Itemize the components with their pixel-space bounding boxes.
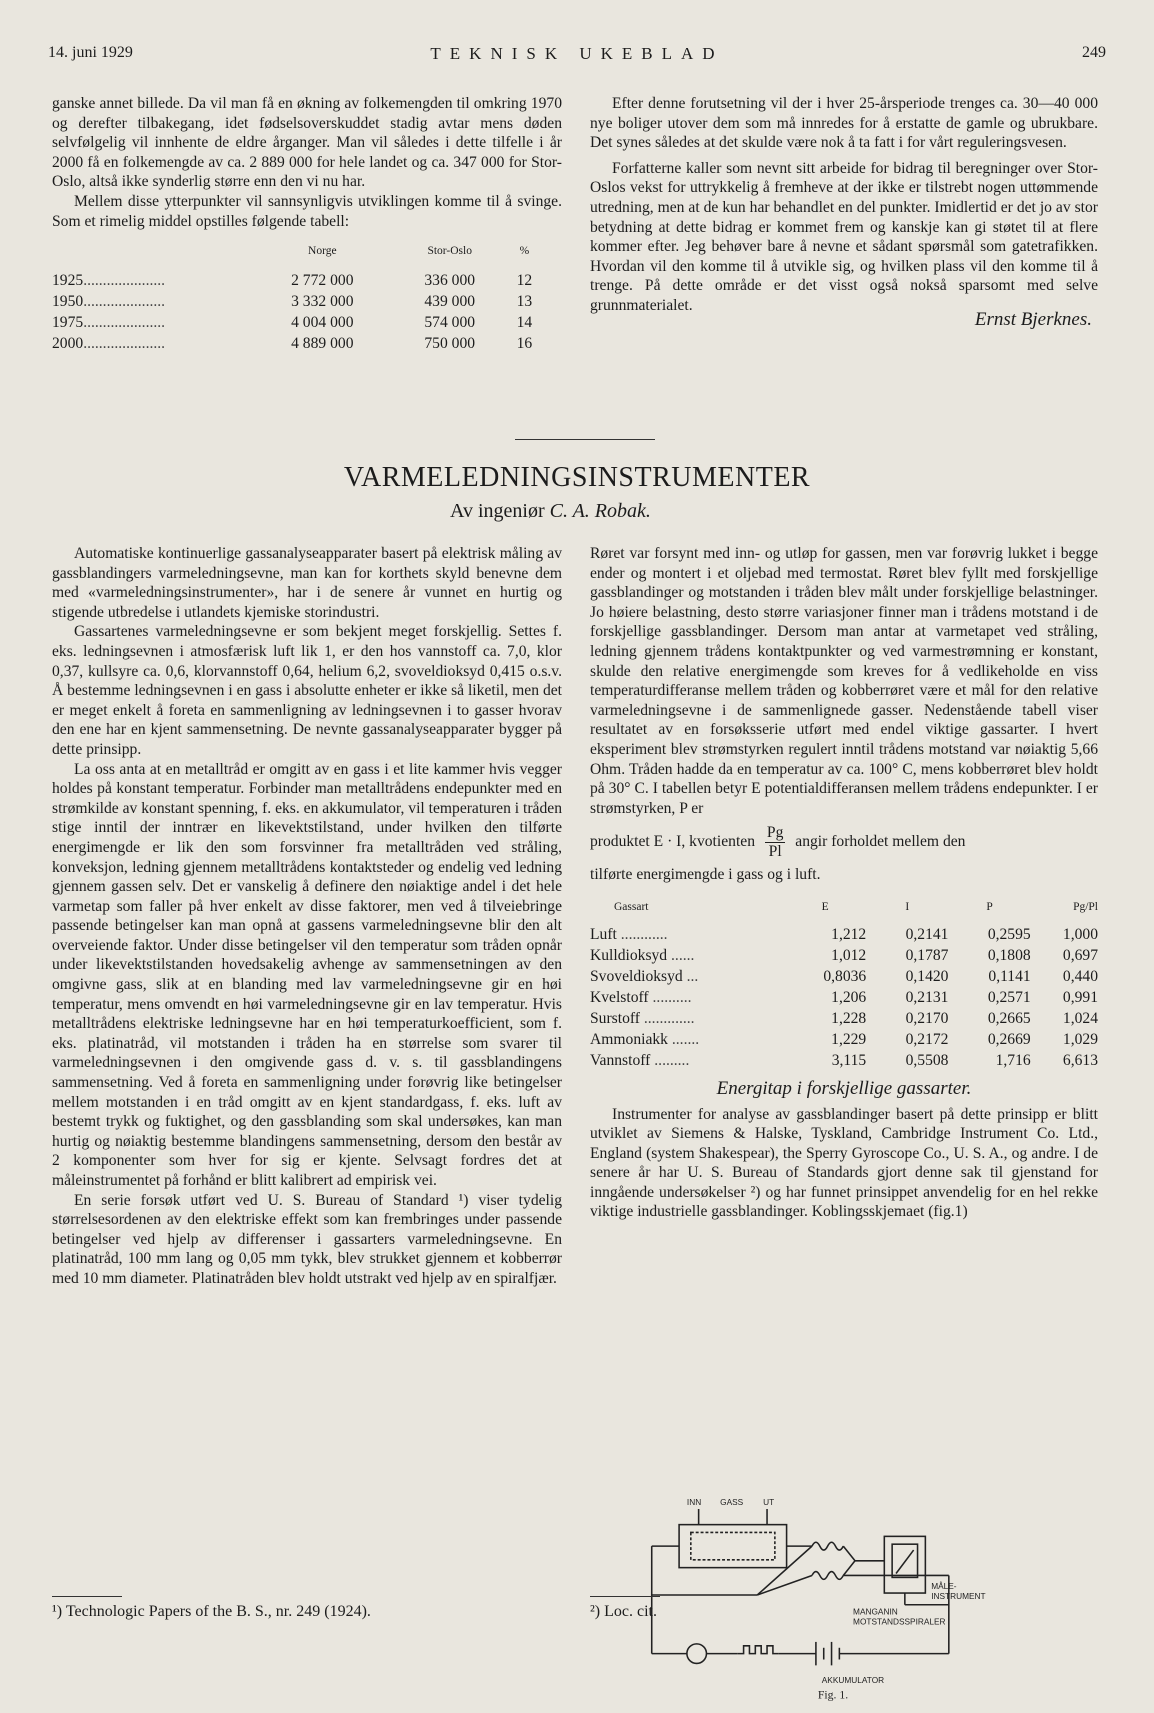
table-caption: Energitap i forskjellige gassarter. bbox=[716, 1077, 972, 1099]
section-divider bbox=[515, 439, 655, 440]
ratio-cell: 1,024 bbox=[1062, 1009, 1098, 1027]
column-header: I bbox=[905, 900, 910, 913]
article-title: VARMELEDNINGSINSTRUMENTER bbox=[343, 462, 811, 493]
p-cell: 1,716 bbox=[995, 1051, 1031, 1069]
paragraph: Mellem disse ytterpunkter vil sannsynligvis utviklingen komme til å svinge. Som et rimelig middel opstilles følgende tabell: bbox=[52, 192, 562, 230]
i-cell: 0,1420 bbox=[905, 967, 949, 985]
oslo-cell: 574 000 bbox=[424, 314, 476, 332]
e-cell: 0,8036 bbox=[823, 967, 867, 985]
running-header bbox=[48, 44, 1106, 68]
p-cell: 0,1141 bbox=[988, 967, 1031, 985]
column-header: Norge bbox=[308, 245, 337, 258]
year-cell: 1950 bbox=[52, 293, 84, 311]
footnote-rule bbox=[590, 1596, 660, 1597]
fraction bbox=[765, 824, 785, 861]
footnote-right: ²) Loc. cit. bbox=[590, 1603, 657, 1620]
ratio-cell: 1,029 bbox=[1062, 1030, 1098, 1048]
e-cell: 1,012 bbox=[831, 946, 867, 964]
i-cell: 0,5508 bbox=[905, 1051, 949, 1069]
pct-cell: 14 bbox=[516, 314, 533, 332]
fraction-denominator: Pl bbox=[768, 843, 782, 861]
oslo-cell: 336 000 bbox=[424, 272, 476, 290]
gas-name: Luft bbox=[590, 925, 617, 943]
gas-name: Kulldioksyd bbox=[590, 946, 668, 964]
paragraph: Gassartenes varmeledningsevne er som bekjent meget forskjellig. Settes f. eks. ledningsevnen i atmosfærisk luft lik 1, er den hos vannstoff ca. 7,0, klor 0,37, kullsyre ca. 0,6, klorvannstoff 0,64, helium 6,2, svoveldioksyd 0,415 o.s.v. Å bestemme ledningsevnen i en gass i absolutte enheter er ikke så liketil, men det er meget enkelt å foreta en sammenligning av ledningsevnen i to gasser hvorav den ene har en kjent sammensetning. De nevnte gassanalyseapparater bygger på dette prinsipp. bbox=[52, 623, 562, 758]
journal-title: TEKNISK UKEBLAD bbox=[430, 44, 724, 63]
paragraph: Røret var forsynt med inn- og utløp for gassen, men var forøvrig lukket i begge ender og montert i et oljebad med termostat. Røret blev fyllt med forskjellige gassblandinger og motstanden i tråden blev målt under forskjellige belastninger. Jo høiere belastning, desto større variasjoner finner man i trådens motstand i de forskjellige gassblandinger. Dersom man antar at varmetapet ved stråling, ledning gjennem trådens kontaktpunkter og ved varmestrømning er konstant, skulde den relative energimengde som kreves for å vedlikeholde en viss temperaturdifferanse mellem tråden og kobberrøret være et mål for den relative varmeledningsevne i de sammenlignede gasser. Nedenstående tabell viser resultatet av en forsøksserie utført med endel viktige gassarter. I hvert eksperiment blev strømstyrken regulert inntil trådens motstand var nøiaktig 5,66 Ohm. Tråden hadde da en temperatur av ca. 100° C, mens kobberrøret blev holdt på 30° C. I tabellen betyr E potentialdifferansen mellem trådens endepunkter. I er strømstyrken, P er bbox=[590, 545, 1098, 817]
label-instrument-2: INSTRUMENT bbox=[931, 1590, 986, 1601]
column-header: Gassart bbox=[614, 900, 649, 913]
formula-text: produktet E · I, kvotienten bbox=[590, 833, 755, 851]
formula-line bbox=[590, 824, 1098, 861]
oslo-cell: 439 000 bbox=[424, 293, 476, 311]
table-row: Kvelstoff .......... 1,206 0,2131 0,2571 0,991 bbox=[590, 988, 1098, 1006]
paragraph: Automatiske kontinuerlige gassanalyseapparater basert på elektrisk måling av gassblandingers varmeledningsevne, man kan for korthets skyld benevne dem med «varmeledningsinstrumenter», har i de senere år vunnet en hurtig og stigende utbredelse i utlandets kjemiske storindustri. bbox=[52, 545, 562, 621]
ratio-cell: 0,991 bbox=[1062, 988, 1098, 1006]
norge-cell: 2 772 000 bbox=[291, 272, 354, 290]
formula-text: angir forholdet mellem den bbox=[795, 833, 966, 851]
paragraph: tilførte energimengde i gass og i luft. bbox=[590, 866, 821, 884]
population-table bbox=[52, 241, 542, 354]
label-gass: GASS bbox=[720, 1497, 744, 1508]
footnote-left: ¹) Technologic Papers of the B. S., nr. 249 (1924). bbox=[52, 1603, 371, 1620]
paragraph: La oss anta at en metalltråd er omgitt av en gass i et lite kammer hvis vegger holdes på konstant temperatur. Forbinder man metalltrådens endepunkter med en strømkilde av konstant spenning, f. eks. en akkumulator, vil temperaturen i tråden stige inntil der inntrær en likevektstilstand, under hvilken den tilførte energimengde er lik den som forsvinner fra metalltråden ved stråling, konveksjon, ledning gjennem metalltrådens kontaktsteder og endelig ved ledning gjennem gassen selv. Det er vanskelig å definere den nøiaktige andel i det hele varmetap som faller på hver enkelt av disse faktorer, men ved å tilveiebringe passende betingelser kan man opnå at gassens varmeledningsevne blir den alt overveiende faktor. Under disse betingelser vil den temperatur som tråden opnår under likevektstilstanden hovedsakelig avhenge av sammensetningen av den omgivne gass, slik at en blanding med lav varmeledningsevne gir en høi temperatur, mens omvendt en høi varmeledningsevne gir en lav temperatur. Hvis metalltrådens elektriske ledningsevne har en høi temperaturkoefficient, som f. eks. platinatråd, vil motstanden i tråden ha en størrelse som svarer til varmeledningsevnen i den omgivende gass d. v. s. til gassblandingens sammensetning. Ved å foreta en sammenligning under forøvrig like betingelser mellem motstanden i en tråd omgitt av en kjent standardgass, f. eks. luft av bestemt trykk og fuktighet, og den gassblanding som skal undersøkes, kan man hurtig og nøiaktig bestemme blandingens sammensetning, dersom den består av 2 komponenter som hver for sig er kjente. Selvsagt fordres det at måleinstrumentet på forhånd er blitt kalibrert ad empirisk vei. bbox=[52, 760, 562, 1189]
e-cell: 1,228 bbox=[831, 1009, 867, 1027]
pct-cell: 12 bbox=[516, 272, 533, 290]
norge-cell: 4 004 000 bbox=[291, 314, 354, 332]
gas-name: Vannstoff bbox=[590, 1051, 651, 1069]
p-cell: 0,2669 bbox=[987, 1030, 1031, 1048]
footnote-rule bbox=[52, 1596, 122, 1597]
issue-date: 14. juni 1929 bbox=[48, 44, 133, 61]
table-row: Luft ............ 1,212 0,2141 0,2595 1,000 bbox=[590, 925, 1098, 943]
table-row: Surstoff ............. 1,228 0,2170 0,2665 1,024 bbox=[590, 1009, 1098, 1027]
year-cell: 1925 bbox=[52, 272, 84, 290]
p-cell: 0,2665 bbox=[987, 1009, 1031, 1027]
e-cell: 1,212 bbox=[831, 925, 867, 943]
byline-prefix: Av ingeniør bbox=[450, 500, 545, 522]
year-cell: 1975 bbox=[52, 314, 84, 332]
ratio-cell: 1,000 bbox=[1062, 925, 1098, 943]
figure-caption: Fig. 1. bbox=[817, 1688, 849, 1702]
e-cell: 3,115 bbox=[831, 1051, 867, 1069]
label-manganin-2: MOTSTANDSSPIRALER bbox=[853, 1616, 946, 1627]
paragraph: ganske annet billede. Da vil man få en økning av folkemengden til omkring 1970 og derefter tilbakegang, idet fødselsoverskuddet stadig avtar mens døden selvfølgelig vil innhente de eldre årganger. Man vil således i dette tilfelle i år 2000 få en folkemengde av ca. 2 889 000 for hele landet og ca. 347 000 for Stor-Oslo, altså ikke synderlig større enn den vi nu har. bbox=[52, 95, 562, 191]
i-cell: 0,2172 bbox=[905, 1030, 949, 1048]
paragraph: Efter denne forutsetning vil der i hver 25-årsperiode trenges ca. 30—40 000 nye boliger utover dem som må innredes for å erstatte de gamle og ubrukbare. Det synes således at det skulde være nok å ta fatt i for vårt reguleringsvesen. bbox=[590, 95, 1098, 152]
column-header: Stor-Oslo bbox=[427, 245, 472, 258]
gas-name: Ammoniakk bbox=[590, 1030, 668, 1048]
prev-article-left bbox=[52, 94, 562, 354]
label-instrument-1: MÅLE- bbox=[931, 1581, 957, 1592]
column-header: Pg/Pl bbox=[1073, 900, 1098, 913]
table-row: Svoveldioksyd ... 0,8036 0,1420 0,1141 0,440 bbox=[590, 967, 1098, 985]
article-right-column bbox=[590, 544, 1098, 1222]
label-accumulator: AKKUMULATOR bbox=[821, 1674, 885, 1685]
p-cell: 0,1808 bbox=[987, 946, 1031, 964]
author-signature: Ernst Bjerknes. bbox=[974, 308, 1092, 330]
gas-name: Svoveldioksyd bbox=[590, 967, 683, 985]
table-row: 1950..................... 3 332 000 439 000 13 bbox=[52, 291, 542, 312]
i-cell: 0,2170 bbox=[905, 1009, 949, 1027]
label-ut: UT bbox=[763, 1497, 775, 1508]
fraction-numerator: Pg bbox=[766, 824, 784, 842]
table-row: 1925..................... 2 772 000 336 000 12 bbox=[52, 270, 542, 291]
spiral-resistor bbox=[812, 1572, 843, 1580]
pct-cell: 13 bbox=[516, 293, 533, 311]
prev-article-right bbox=[590, 94, 1098, 329]
label-inn: INN bbox=[686, 1497, 702, 1508]
oslo-cell: 750 000 bbox=[424, 335, 476, 353]
e-cell: 1,206 bbox=[831, 988, 867, 1006]
gas-name: Kvelstoff bbox=[590, 988, 649, 1006]
resistor bbox=[738, 1646, 779, 1654]
pct-cell: 16 bbox=[516, 335, 533, 353]
byline bbox=[450, 500, 651, 523]
i-cell: 0,1787 bbox=[905, 946, 949, 964]
norge-cell: 3 332 000 bbox=[291, 293, 354, 311]
gas-name: Surstoff bbox=[590, 1009, 640, 1027]
article-left-column bbox=[52, 544, 562, 1289]
ratio-cell: 6,613 bbox=[1062, 1051, 1098, 1069]
table-row: 1975..................... 4 004 000 574 000 14 bbox=[52, 312, 542, 333]
page-number: 249 bbox=[1082, 44, 1106, 61]
column-header: % bbox=[519, 245, 530, 258]
meter-needle bbox=[896, 1550, 914, 1573]
gas-table bbox=[590, 897, 1098, 1071]
tube-winding bbox=[691, 1532, 775, 1559]
table-row: Ammoniakk ....... 1,229 0,2172 0,2669 1,029 bbox=[590, 1030, 1098, 1048]
author-name: C. A. Robak. bbox=[549, 500, 651, 522]
ammeter bbox=[687, 1644, 707, 1664]
e-cell: 1,229 bbox=[831, 1030, 867, 1048]
p-cell: 0,2571 bbox=[987, 988, 1031, 1006]
table-row: Kulldioksyd ...... 1,012 0,1787 0,1808 0,697 bbox=[590, 946, 1098, 964]
paragraph: Instrumenter for analyse av gassblandinger basert på dette prinsipp er blitt utviklet av Siemens & Halske, Tyskland, Cambridge Instrument Co. Ltd., England (system Shakespear), the Sperry Gyroscope Co., U. S. A., og andre. I de senere år har U. S. Bureau of Standards gjort denne sak til gjenstand for inngående undersøkelser ²) og har funnet prinsippet anvendelig for en hel rekke viktige industrielle gassblandinger. Koblingsskjemaet (fig.1) bbox=[590, 1105, 1098, 1221]
spiral-resistor bbox=[812, 1542, 843, 1550]
paragraph: Forfatterne kaller som nevnt sitt arbeide for bidrag til beregninger over Stor-Oslos vekst for uttrykkelig å fremheve at der ikke er tilstrebt nogen uttømmende utredning, men at de kun har behandlet en del punkter. Imidlertid er det jo av stor betydning at dette bidrag er kommet frem og kanskje kan gi støtet til at flere kommer efter. Jeg behøver bare å nevne et sådant spørsmål som gatetrafikken. Hvordan vil den komme til å utvikle sig, og hvilken plass vil den komme til å trenge. På dette område er det visst også nokså sparsomt med selve grunnmaterialet. bbox=[590, 159, 1098, 314]
circuit-diagram bbox=[640, 1485, 1070, 1705]
column-header: E bbox=[821, 900, 829, 913]
ratio-cell: 0,697 bbox=[1062, 946, 1098, 964]
p-cell: 0,2595 bbox=[987, 925, 1031, 943]
column-header: P bbox=[986, 900, 993, 913]
ratio-cell: 0,440 bbox=[1062, 967, 1098, 985]
gas-tube bbox=[679, 1525, 787, 1568]
table-row: 2000..................... 4 889 000 750 000 16 bbox=[52, 333, 542, 354]
table-row: Vannstoff ......... 3,115 0,5508 1,716 6,613 bbox=[590, 1051, 1098, 1069]
label-manganin-1: MANGANIN bbox=[853, 1606, 898, 1617]
i-cell: 0,2141 bbox=[905, 925, 949, 943]
i-cell: 0,2131 bbox=[905, 988, 949, 1006]
year-cell: 2000 bbox=[52, 335, 84, 353]
paragraph: En serie forsøk utført ved U. S. Bureau of Standard ¹) viser tydelig størrelsesordenen av den elektriske effekt som kan frembringes under passende betingelser ved hjelp av differenser i gassarters varmeledningsevne. En platinatråd, 100 mm lang og 0,05 mm tykk, blev strukket gjennem et kobberrør med 10 mm diameter. Platinatråden blev holdt utstrakt ved hjelp av en spiralfjær. bbox=[52, 1191, 562, 1287]
norge-cell: 4 889 000 bbox=[291, 335, 354, 353]
